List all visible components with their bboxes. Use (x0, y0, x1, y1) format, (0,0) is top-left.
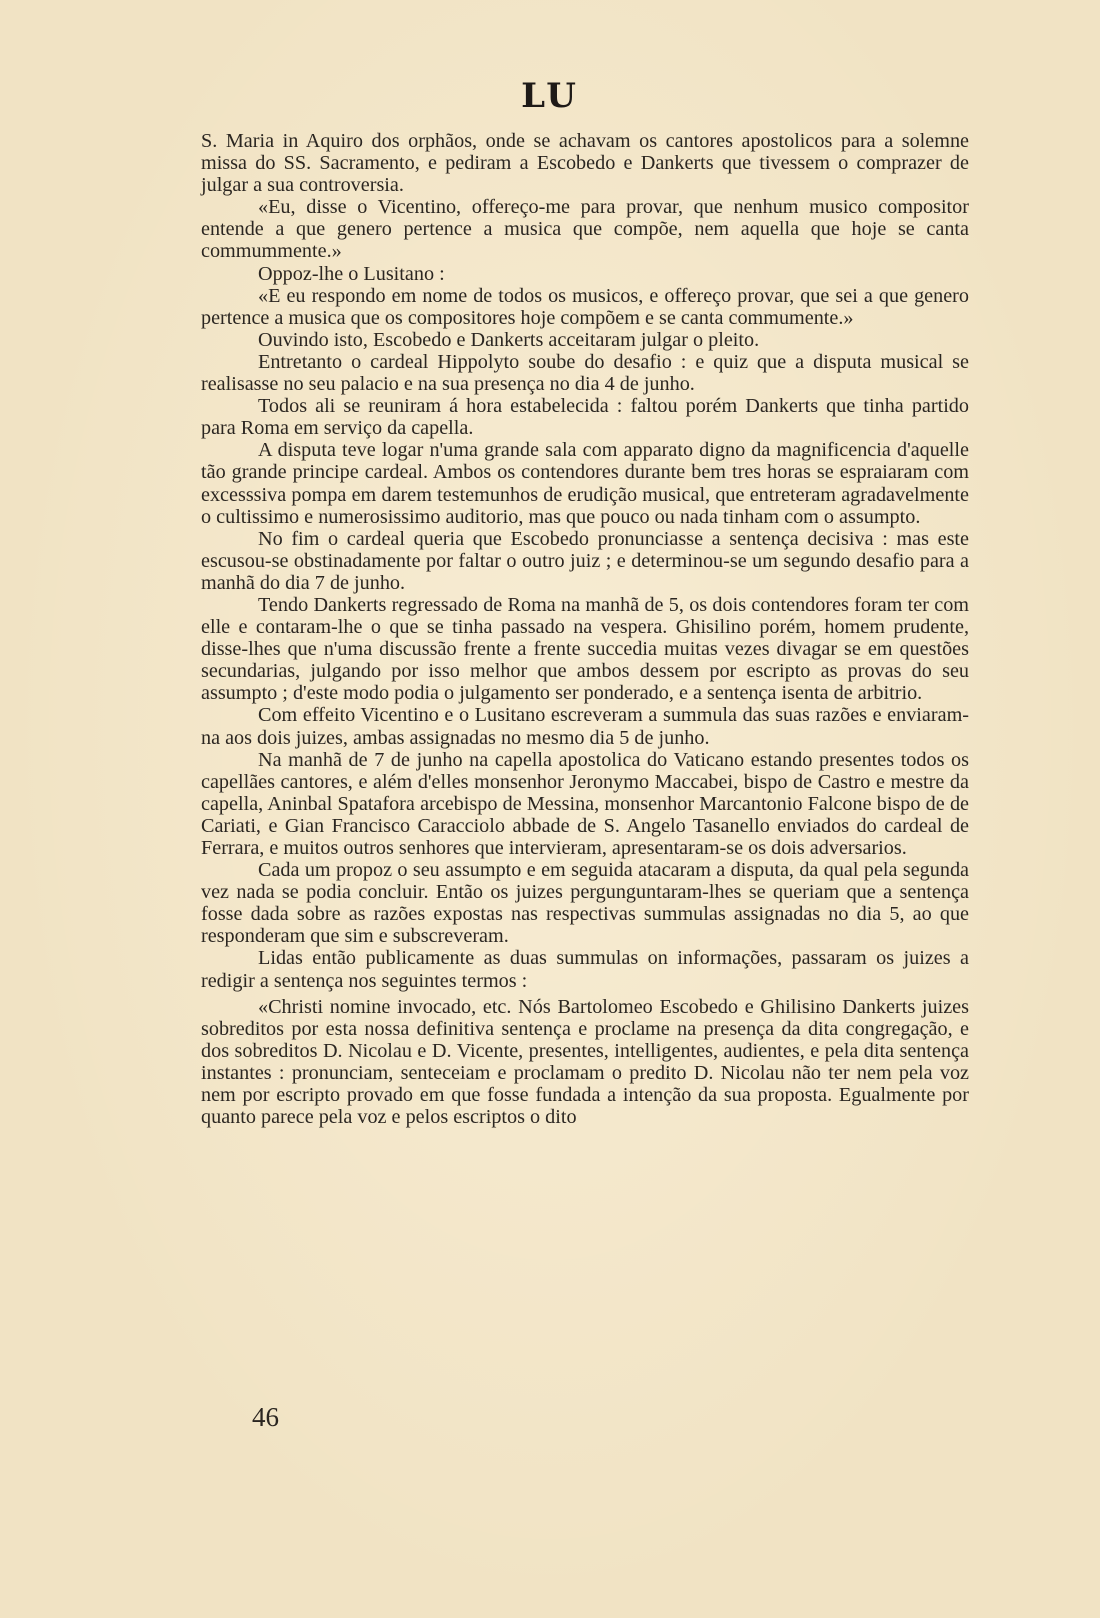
paragraph: «Christi nomine invocado, etc. Nós Bartolomeo Escobedo e Ghilisino Dankerts juizes sobreditos por esta nossa definitiva sentença e proclame na presença da dita congregação, e dos sobreditos D. Nicolau e D. Vicente, presentes, intelligentes, audientes, e pela dita sentença instantes : pronunciam, senteceiam e proclamam o predito D. Nicolau não ter nem pela voz nem por escripto provado em que fosse fundada a intenção da sua proposta. Egualmente por quanto parece pela voz e pelos escriptos o dito (201, 995, 969, 1129)
paragraph: S. Maria in Aquiro dos orphãos, onde se achavam os cantores apostolicos para a solemne missa do SS. Sacramento, e pediram a Escobedo e Dankerts que tivessem o comprazer de julgar a sua controversia. (201, 130, 969, 197)
body-text (201, 130, 969, 1128)
paragraph: Todos ali se reuniram á hora estabelecida : faltou porém Dankerts que tinha partido para Roma em serviço da capella. (201, 395, 969, 440)
paragraph: Com effeito Vicentino e o Lusitano escreveram a summula das suas razões e enviaram-na aos dois juizes, ambas assignadas no mesmo dia 5 de junho. (201, 704, 969, 749)
paragraph: Tendo Dankerts regressado de Roma na manhã de 5, os dois contendores foram ter com elle e contaram-lhe o que se tinha passado na vespera. Ghisilino porém, homem prudente, disse-lhes que n'uma discussão frente a frente succedia muitas vezes divagar se em questões secundarias, julgando por isso melhor que ambos dessem por escripto as provas do seu assumpto ; d'este modo podia o julgamento ser ponderado, e a sentença isenta de arbitrio. (201, 593, 969, 705)
running-head: LU (521, 76, 579, 116)
paragraph: Oppoz-lhe o Lusitano : (258, 262, 445, 285)
paragraph: «E eu respondo em nome de todos os musicos, e offereço provar, que sei a que genero pertence a musica que os compositores hoje compõem e se canta commumente.» (201, 284, 969, 329)
paragraph: Entretanto o cardeal Hippolyto soube do desafio : e quiz que a disputa musical se realisasse no seu palacio e na sua presença no dia 4 de junho. (201, 350, 969, 396)
paragraph: «Eu, disse o Vicentino, offereço-me para provar, que nenhum musico compositor entende a que genero pertence a musica que compõe, nem aquella que hoje se canta commummente.» (201, 196, 969, 263)
paragraph: Cada um propoz o seu assumpto e em seguida atacaram a disputa, da qual pela segunda vez nada se podia concluir. Então os juizes pergunguntaram-lhes se queriam que a sentença fosse dada sobre as razões expostas nas respectivas summulas assignadas no dia 5, ao que responderam que sim e subscreveram. (201, 859, 969, 948)
paragraph: Ouvindo isto, Escobedo e Dankerts acceitaram julgar o pleito. (258, 328, 760, 351)
paragraph: No fim o cardeal queria que Escobedo pronunciasse a sentença decisiva : mas este escusou-se obstinadamente por faltar o outro juiz ; e determinou-se um segundo desafio para a manhã do dia 7 de junho. (201, 527, 969, 594)
paragraph: Lidas então publicamente as duas summulas on informações, passaram os juizes a redigir a sentença nos seguintes termos : (201, 947, 969, 992)
paragraph: Na manhã de 7 de junho na capella apostolica do Vaticano estando presentes todos os capellães cantores, e além d'elles monsenhor Jeronymo Maccabei, bispo de Castro e mestre da capella, Aninbal Spatafora arcebispo de Messina, monsenhor Marcantonio Falcone bispo de de Cariati, e Gian Francisco Caracciolo abbade de S. Angelo Tasanello enviados do cardeal de Ferrara, e muitos outros senhores que intervieram, apresentaram-se os dois adversarios. (201, 748, 969, 859)
page-number: 46 (252, 1402, 279, 1432)
paragraph: A disputa teve logar n'uma grande sala com apparato digno da magnificencia d'aquelle tão grande principe cardeal. Ambos os contendores durante bem tres horas se espraiaram com excesssiva pompa em darem testemunhos de erudição musical, que entreteram agradavelmente o cultissimo e numerosissimo auditorio, mas que pouco ou nada tinham com o assumpto. (201, 439, 969, 528)
